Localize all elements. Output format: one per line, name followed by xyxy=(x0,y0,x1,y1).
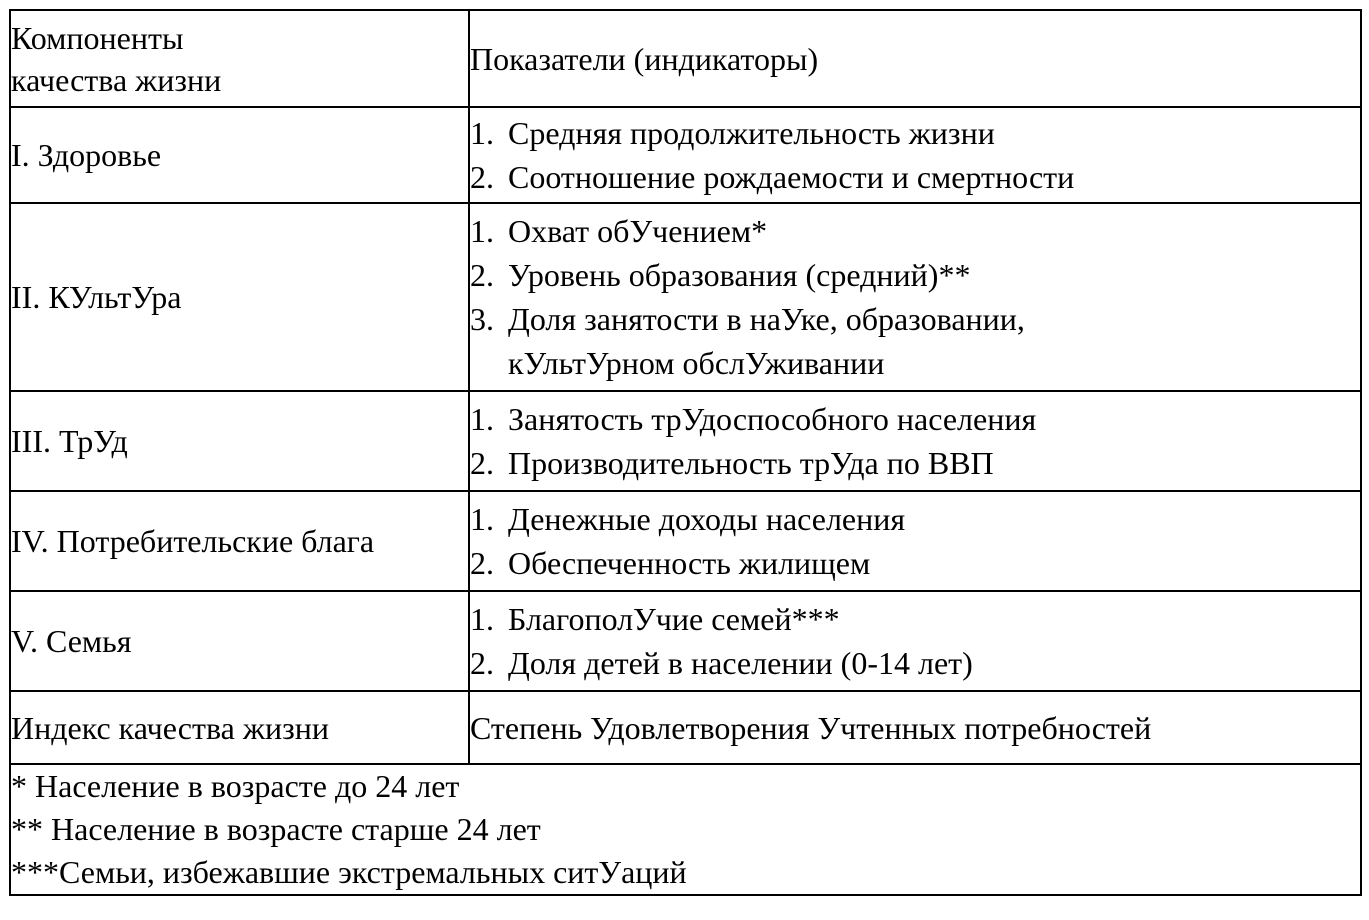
indicator-text: Охват обУчением* xyxy=(508,213,768,249)
indicator-text-continued: кУльтУрном обслУживании xyxy=(508,345,885,381)
header-components-line1: Компоненты xyxy=(11,19,184,56)
indicator-text: Занятость трУдоспособного населения xyxy=(508,401,1037,437)
indicator-number: 2. xyxy=(470,445,494,481)
indicators-cell xyxy=(469,491,1361,591)
header-indicators-label: Показатели (индикаторы) xyxy=(470,40,819,77)
index-component-cell: Индекс качества жизни xyxy=(10,691,469,764)
header-components-line2: качества жизни xyxy=(11,61,222,98)
indicator-text: Обеспеченность жилищем xyxy=(508,545,871,581)
indicator-item xyxy=(470,597,1360,641)
indicators-cell xyxy=(469,203,1361,391)
indicators-cell xyxy=(469,391,1361,491)
quality-of-life-table xyxy=(9,9,1362,896)
header-row xyxy=(10,10,1361,107)
indicator-item xyxy=(470,397,1360,441)
indicator-item xyxy=(470,297,1360,385)
indicator-text: Уровень образования (средний)** xyxy=(508,257,971,293)
indicator-text: Доля детей в населении (0-14 лет) xyxy=(508,645,973,681)
indicator-item xyxy=(470,641,1360,685)
indicators-cell xyxy=(469,107,1361,203)
indicator-number: 1. xyxy=(470,401,494,437)
table-row xyxy=(10,203,1361,391)
indicator-item xyxy=(470,111,1360,155)
indicator-number: 3. xyxy=(470,301,494,337)
notes-row xyxy=(10,764,1361,895)
indicator-text: Средняя продолжительность жизни xyxy=(508,115,995,151)
indicator-number: 1. xyxy=(470,501,494,537)
indicator-text: Производительность трУда по ВВП xyxy=(508,445,994,481)
indicator-number: 2. xyxy=(470,545,494,581)
indicator-text: Денежные доходы населения xyxy=(508,501,906,537)
indicator-item xyxy=(470,497,1360,541)
component-cell: I. Здоровье xyxy=(10,107,469,203)
indicators-cell xyxy=(469,591,1361,691)
indicator-number: 2. xyxy=(470,645,494,681)
indicator-item xyxy=(470,155,1360,199)
indicator-item xyxy=(470,253,1360,297)
table-row xyxy=(10,591,1361,691)
indicator-item xyxy=(470,209,1360,253)
indicator-text: Доля занятости в наУке, образовании, xyxy=(508,301,1025,337)
indicator-number: 1. xyxy=(470,213,494,249)
table-row xyxy=(10,491,1361,591)
index-row xyxy=(10,691,1361,764)
component-cell: III. ТрУд xyxy=(10,391,469,491)
component-cell: IV. Потребительские блага xyxy=(10,491,469,591)
index-indicator-cell: Степень Удовлетворения Учтенных потребностей xyxy=(469,691,1361,764)
footnote: * Население в возрасте до 24 лет xyxy=(11,768,460,804)
indicator-item xyxy=(470,541,1360,585)
footnote: ** Население в возрасте старше 24 лет xyxy=(11,811,541,847)
table-row xyxy=(10,391,1361,491)
indicator-text: БлагополУчие семей*** xyxy=(508,601,840,637)
component-cell: II. КУльтУра xyxy=(10,203,469,391)
indicator-item xyxy=(470,441,1360,485)
table-row xyxy=(10,107,1361,203)
indicator-number: 2. xyxy=(470,159,494,195)
header-indicators-cell xyxy=(469,10,1361,107)
footnote: ***Семьи, избежавшие экстремальных ситУаций xyxy=(11,854,687,890)
header-components-cell xyxy=(10,10,469,107)
indicator-text: Соотношение рождаемости и смертности xyxy=(508,159,1075,195)
indicator-number: 1. xyxy=(470,115,494,151)
component-cell: V. Семья xyxy=(10,591,469,691)
footnotes-cell xyxy=(10,764,1361,895)
indicator-number: 2. xyxy=(470,257,494,293)
indicator-number: 1. xyxy=(470,601,494,637)
